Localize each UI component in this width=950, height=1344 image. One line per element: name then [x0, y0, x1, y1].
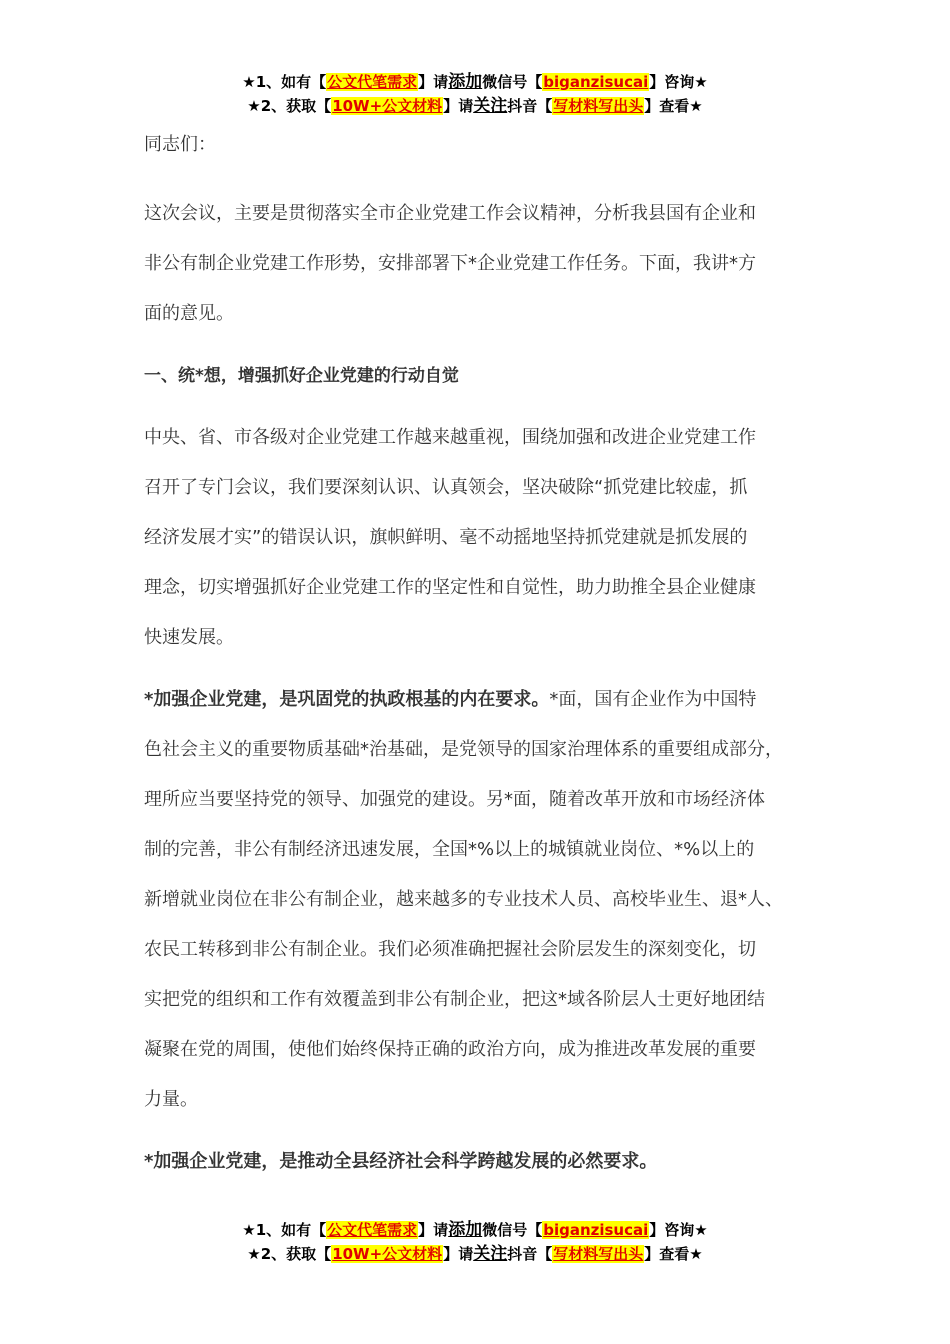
- paragraph-line: 色社会主义的重要物质基础*治基础，是党领导的国家治理体系的重要组成部分，: [144, 739, 783, 760]
- paragraph-line: [144, 675, 834, 725]
- banner-text: 抖音【: [507, 97, 553, 115]
- greeting: 同志们：: [144, 134, 216, 155]
- bold-lead: *加强企业党建，是推动全县经济社会科学跨越发展的必然要求。: [144, 1151, 658, 1172]
- paragraph-line: 凝聚在党的周围，使他们始终保持正确的政治方向，成为推进改革发展的重要: [144, 1039, 756, 1060]
- banner-text: ★1、如有【: [242, 73, 327, 91]
- section-heading-1: 一、统*想，增强抓好企业党建的行动自觉: [144, 366, 459, 386]
- highlight-writing-service: 公文代笔需求: [327, 73, 418, 91]
- banner-line-1: [0, 1218, 950, 1242]
- paragraph-line: 力量。: [144, 1089, 198, 1110]
- banner-text: ★1、如有【: [242, 1221, 327, 1239]
- paragraph-line: 召开了专门会议，我们要深刻认识、认真领会，坚决破除“抓党建比较虚，抓: [144, 477, 748, 498]
- banner-text: ★2、获取【: [247, 97, 332, 115]
- banner-text: 】请: [443, 97, 474, 115]
- intro-line: 这次会议，主要是贯彻落实全市企业党建工作会议精神，分析我县国有企业和: [144, 203, 756, 224]
- bottom-banner: [0, 1218, 950, 1266]
- banner-line-1: [0, 70, 950, 94]
- bold-lead: *加强企业党建，是巩固党的执政根基的内在要求。: [144, 689, 550, 710]
- banner-text: 】查看★: [644, 1245, 703, 1263]
- highlight-wechat-id: biganzisucai: [543, 1221, 649, 1239]
- highlight-writing-service: 公文代笔需求: [327, 1221, 418, 1239]
- paragraph-line: 理所应当要坚持党的领导、加强党的建设。另*面，随着改革开放和市场经济体: [144, 789, 765, 810]
- banner-text: 】请: [418, 73, 449, 91]
- highlight-materials: 10W+公文材料: [332, 97, 443, 115]
- paragraph-line: 快速发展。: [144, 627, 234, 648]
- paragraph-line: 新增就业岗位在非公有制企业，越来越多的专业技术人员、高校毕业生、退*人、: [144, 889, 783, 910]
- paragraph-line: 理念，切实增强抓好企业党建工作的坚定性和自觉性，助力助推全县企业健康: [144, 577, 756, 598]
- paragraph-line: 制的完善，非公有制经济迅速发展，全国*%以上的城镇就业岗位、*%以上的: [144, 839, 755, 860]
- banner-emphasis: 关注: [473, 1244, 508, 1264]
- paragraph-text: *面，国有企业作为中国特: [549, 689, 757, 710]
- highlight-douyin-account: 写材料写出头: [553, 1245, 644, 1263]
- banner-text: 微信号【: [482, 1221, 543, 1239]
- paragraph-1: [144, 413, 834, 663]
- banner-text: ★2、获取【: [247, 1245, 332, 1263]
- banner-text: 抖音【: [507, 1245, 553, 1263]
- highlight-douyin-account: 写材料写出头: [553, 97, 644, 115]
- highlight-materials: 10W+公文材料: [332, 1245, 443, 1263]
- banner-text: 微信号【: [482, 73, 543, 91]
- banner-text: 】请: [443, 1245, 474, 1263]
- banner-text: 】咨询★: [649, 1221, 708, 1239]
- document-body: [144, 128, 834, 1187]
- paragraph-line: 中央、省、市各级对企业党建工作越来越重视，围绕加强和改进企业党建工作: [144, 427, 756, 448]
- banner-text: 】咨询★: [649, 73, 708, 91]
- highlight-wechat-id: biganzisucai: [543, 73, 649, 91]
- intro-line: 非公有制企业党建工作形势，安排部署下*企业党建工作任务。下面，我讲*方: [144, 253, 756, 274]
- intro-paragraph: [144, 189, 834, 339]
- banner-emphasis: 关注: [473, 96, 508, 116]
- paragraph-line: 农民工转移到非公有制企业。我们必须准确把握社会阶层发生的深刻变化，切: [144, 939, 756, 960]
- banner-emphasis: 添加: [448, 72, 483, 92]
- banner-text: 】请: [418, 1221, 449, 1239]
- top-banner: [0, 70, 950, 118]
- intro-line: 面的意见。: [144, 303, 234, 324]
- paragraph-line: 经济发展才实”的错误认识，旗帜鲜明、毫不动摇地坚持抓党建就是抓发展的: [144, 527, 748, 548]
- banner-line-2: [0, 1242, 950, 1266]
- paragraph-line: 实把党的组织和工作有效覆盖到非公有制企业，把这*域各阶层人士更好地团结: [144, 989, 765, 1010]
- paragraph-2: [144, 675, 834, 1125]
- banner-text: 】查看★: [644, 97, 703, 115]
- banner-emphasis: 添加: [448, 1220, 483, 1240]
- banner-line-2: [0, 94, 950, 118]
